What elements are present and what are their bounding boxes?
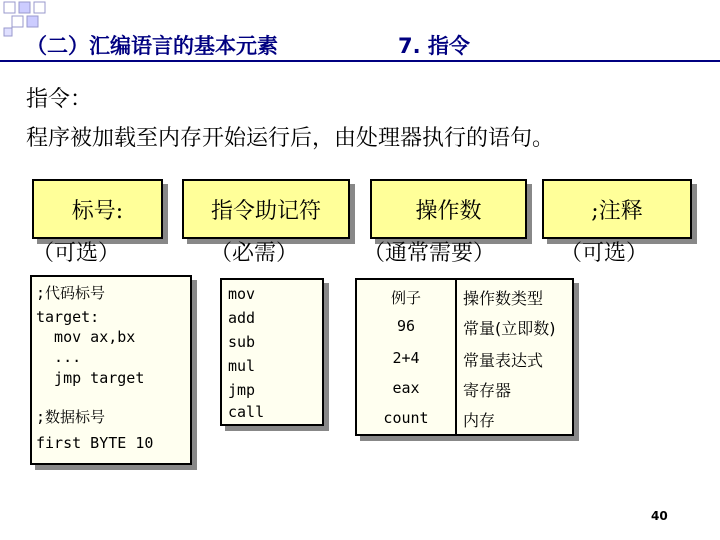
code-line-mov: mov ax,bx [36, 328, 136, 346]
table-header-example: 例子 [390, 289, 421, 307]
code-line-ellipsis: ... [36, 348, 82, 366]
code-line-jmp: jmp target [36, 369, 145, 387]
slide-title-main: （二）汇编语言的基本元素 [26, 34, 278, 58]
data-label-line: first BYTE 10 [36, 434, 154, 452]
label-optional-note: （可选） [32, 241, 121, 266]
intro-definition: 程序被加载至内存开始运行后，由处理器执行的语句。 [26, 126, 555, 151]
table-cell-example: 2+4 [392, 349, 420, 367]
header-comment-box [542, 179, 692, 239]
operand-table [355, 278, 574, 436]
intro-heading: 指令： [26, 87, 93, 112]
table-cell-type: 内存 [463, 411, 496, 430]
data-label-comment: ;数据标号 [36, 408, 106, 426]
table-row [357, 404, 572, 434]
table-row [357, 344, 572, 374]
table-cell-type: 常量表达式 [463, 351, 544, 370]
comment-optional-note: （可选） [560, 241, 649, 266]
table-cell-example: eax [392, 379, 420, 397]
table-cell-example: 96 [396, 317, 416, 335]
header-label-text: 标号: [71, 198, 124, 224]
header-comment-text: ;注释 [591, 198, 643, 224]
table-cell-example: count [383, 409, 429, 427]
table-row [357, 312, 572, 342]
mnemonic-item: add [228, 309, 256, 327]
mnemonic-item: call [228, 403, 265, 421]
header-label-box [32, 179, 163, 239]
table-header-row [357, 282, 572, 312]
slide-title [26, 30, 470, 60]
operand-usually-note: （通常需要） [363, 241, 496, 266]
table-row [357, 374, 572, 404]
table-cell-type: 常量(立即数) [463, 319, 556, 338]
mnemonic-item: mul [228, 357, 256, 375]
mnemonic-item: sub [228, 333, 256, 351]
code-label-target: target: [36, 308, 100, 326]
code-label-comment: ;代码标号 [36, 284, 106, 302]
table-cell-type: 寄存器 [463, 381, 512, 400]
mnemonic-panel [220, 278, 324, 426]
mnemonic-item: jmp [228, 381, 256, 399]
header-mnemonic-text: 指令助记符 [210, 198, 321, 224]
header-mnemonic-box [182, 179, 350, 239]
slide-title-section: 7. 指令 [398, 34, 470, 58]
mnemonic-required-note: （必需） [210, 241, 299, 266]
title-rule [0, 60, 720, 62]
page-number: 40 [651, 509, 668, 523]
label-examples-panel [30, 275, 192, 465]
table-header-type: 操作数类型 [463, 289, 544, 308]
header-operand-text: 操作数 [415, 198, 482, 224]
header-operand-box [370, 179, 527, 239]
mnemonic-item: mov [228, 285, 256, 303]
